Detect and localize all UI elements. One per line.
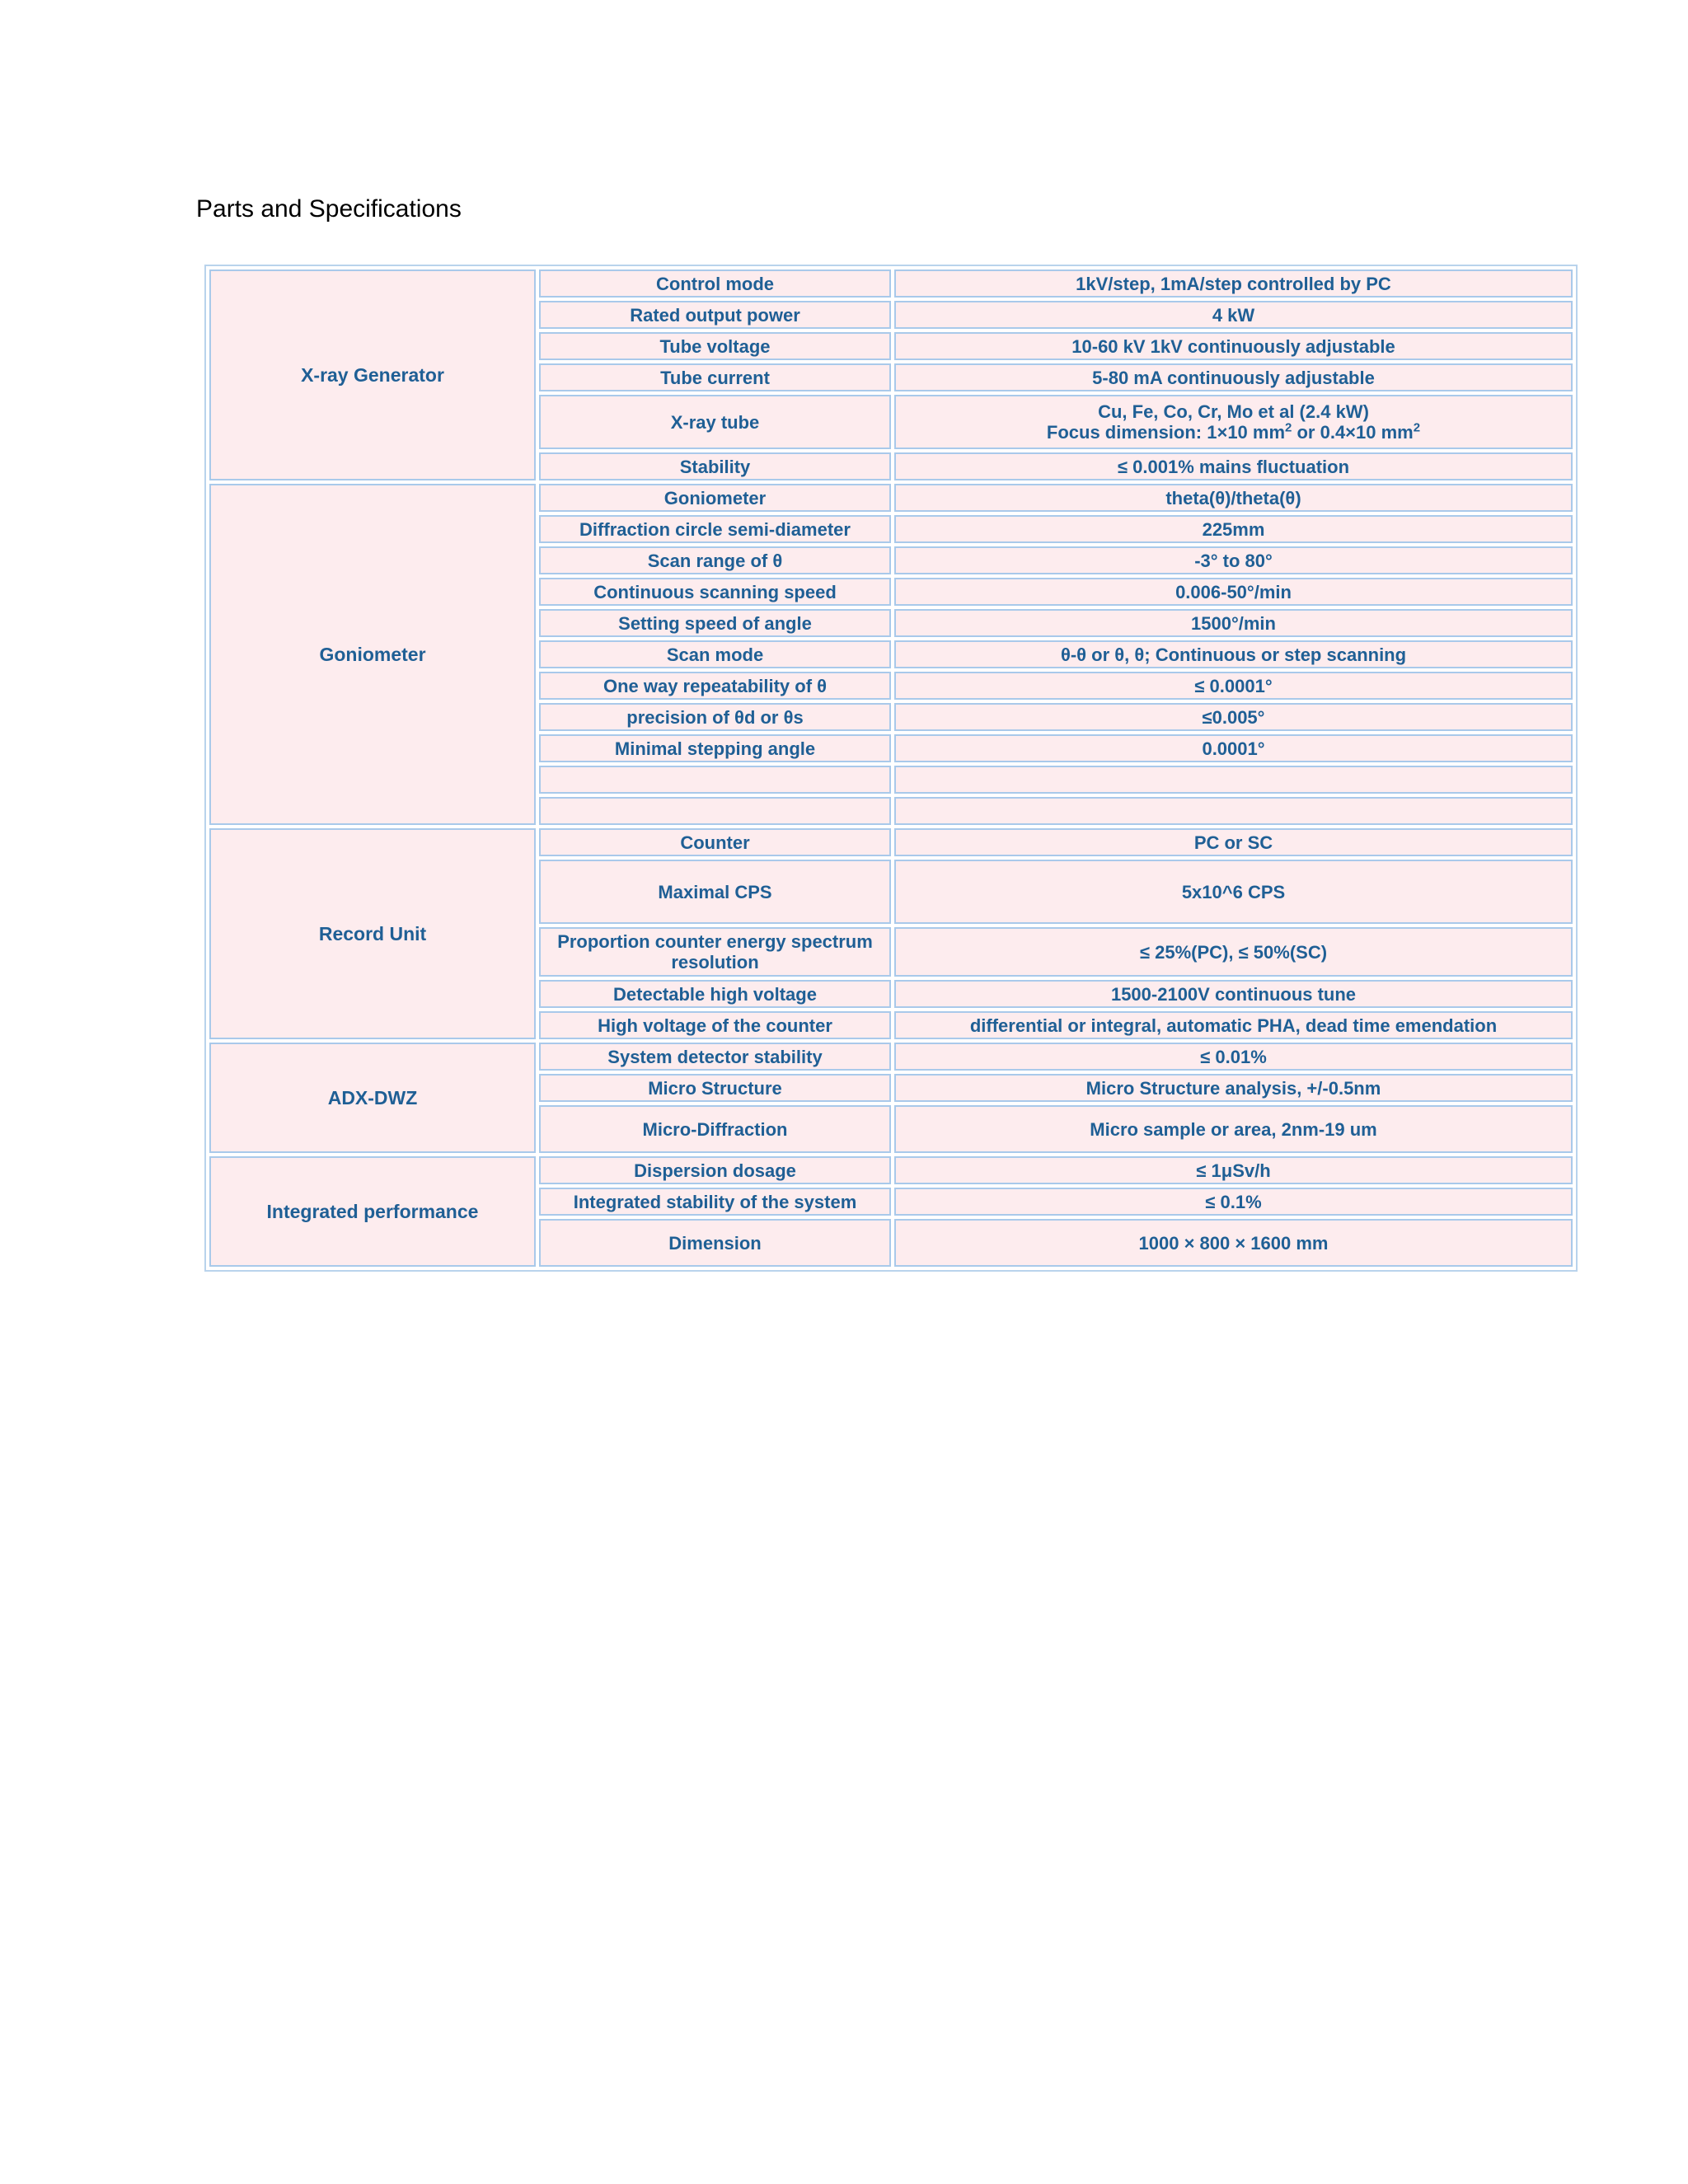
param-value: ≤ 0.001% mains fluctuation [894,452,1573,480]
param-value: differential or integral, automatic PHA, dead time emendation [894,1011,1573,1039]
param-label: Micro-Diffraction [539,1105,891,1153]
focus-dimension: Focus dimension: 1×10 $mm^2$ or 0.4×10 $mm^2$ [1046,420,1421,443]
param-label: Stability [539,452,891,480]
param-label: Control mode [539,269,891,298]
param-value: 1000 × 800 × 1600 mm [894,1219,1573,1267]
param-label: Scan range of θ [539,546,891,574]
param-value: ≤0.005° [894,703,1573,731]
param-label: X-ray tube [539,395,891,449]
param-label: System detector stability [539,1043,891,1071]
param-label: Integrated stability of the system [539,1188,891,1216]
param-value: 1kV/step, 1mA/step controlled by PC [894,269,1573,298]
param-value: ≤ 0.0001° [894,672,1573,700]
param-label: Setting speed of angle [539,609,891,637]
param-value: ≤ 1μSv/h [894,1156,1573,1184]
param-value [894,395,1573,449]
specifications-table [204,265,1578,1272]
group-label-integrated-performance: Integrated performance [209,1156,536,1267]
param-label: Dispersion dosage [539,1156,891,1184]
param-label: Tube voltage [539,332,891,360]
table-row [209,828,1573,856]
param-value: 10-60 kV 1kV continuously adjustable [894,332,1573,360]
param-label: One way repeatability of θ [539,672,891,700]
param-value: 0.0001° [894,734,1573,762]
param-value: 4 kW [894,301,1573,329]
group-label-record-unit: Record Unit [209,828,536,1039]
param-label: Maximal CPS [539,860,891,924]
group-label-adx-dwz: ADX-DWZ [209,1043,536,1153]
table-row [209,269,1573,298]
table-row [209,1156,1573,1184]
group-label-xray-generator: X-ray Generator [209,269,536,480]
param-label-empty [539,766,891,794]
param-value: 0.006-50°/min [894,578,1573,606]
param-label: Continuous scanning speed [539,578,891,606]
param-value: PC or SC [894,828,1573,856]
param-label: Minimal stepping angle [539,734,891,762]
param-label: Counter [539,828,891,856]
param-value: theta(θ)/theta(θ) [894,484,1573,512]
param-value: ≤ 0.01% [894,1043,1573,1071]
table-row [209,1043,1573,1071]
param-value: θ-θ or θ, θ; Continuous or step scanning [894,640,1573,668]
param-value: 5-80 mA continuously adjustable [894,363,1573,391]
param-value: 225mm [894,515,1573,543]
param-label: Goniometer [539,484,891,512]
group-label-goniometer: Goniometer [209,484,536,825]
param-label: Diffraction circle semi-diameter [539,515,891,543]
param-value: 5x10^6 CPS [894,860,1573,924]
param-label: Scan mode [539,640,891,668]
param-label-empty [539,797,891,825]
param-value: ≤ 0.1% [894,1188,1573,1216]
param-label: precision of θd or θs [539,703,891,731]
param-value: -3° to 80° [894,546,1573,574]
param-value: 1500-2100V continuous tune [894,980,1573,1008]
param-value: 1500°/min [894,609,1573,637]
param-label: Dimension [539,1219,891,1267]
param-value: ≤ 25%(PC), ≤ 50%(SC) [894,927,1573,977]
xray-tube-materials: Cu, Fe, Co, Cr, Mo et al (2.4 kW) [1098,401,1369,422]
param-value-empty [894,766,1573,794]
param-label: Detectable high voltage [539,980,891,1008]
param-label: Tube current [539,363,891,391]
param-value: Micro sample or area, 2nm-19 um [894,1105,1573,1153]
param-label: Micro Structure [539,1074,891,1102]
page-title: Parts and Specifications [196,195,462,223]
param-value: Micro Structure analysis, +/-0.5nm [894,1074,1573,1102]
param-label: Proportion counter energy spectrum resolution [539,927,891,977]
param-label: High voltage of the counter [539,1011,891,1039]
param-label: Rated output power [539,301,891,329]
param-value-empty [894,797,1573,825]
table-row [209,484,1573,512]
